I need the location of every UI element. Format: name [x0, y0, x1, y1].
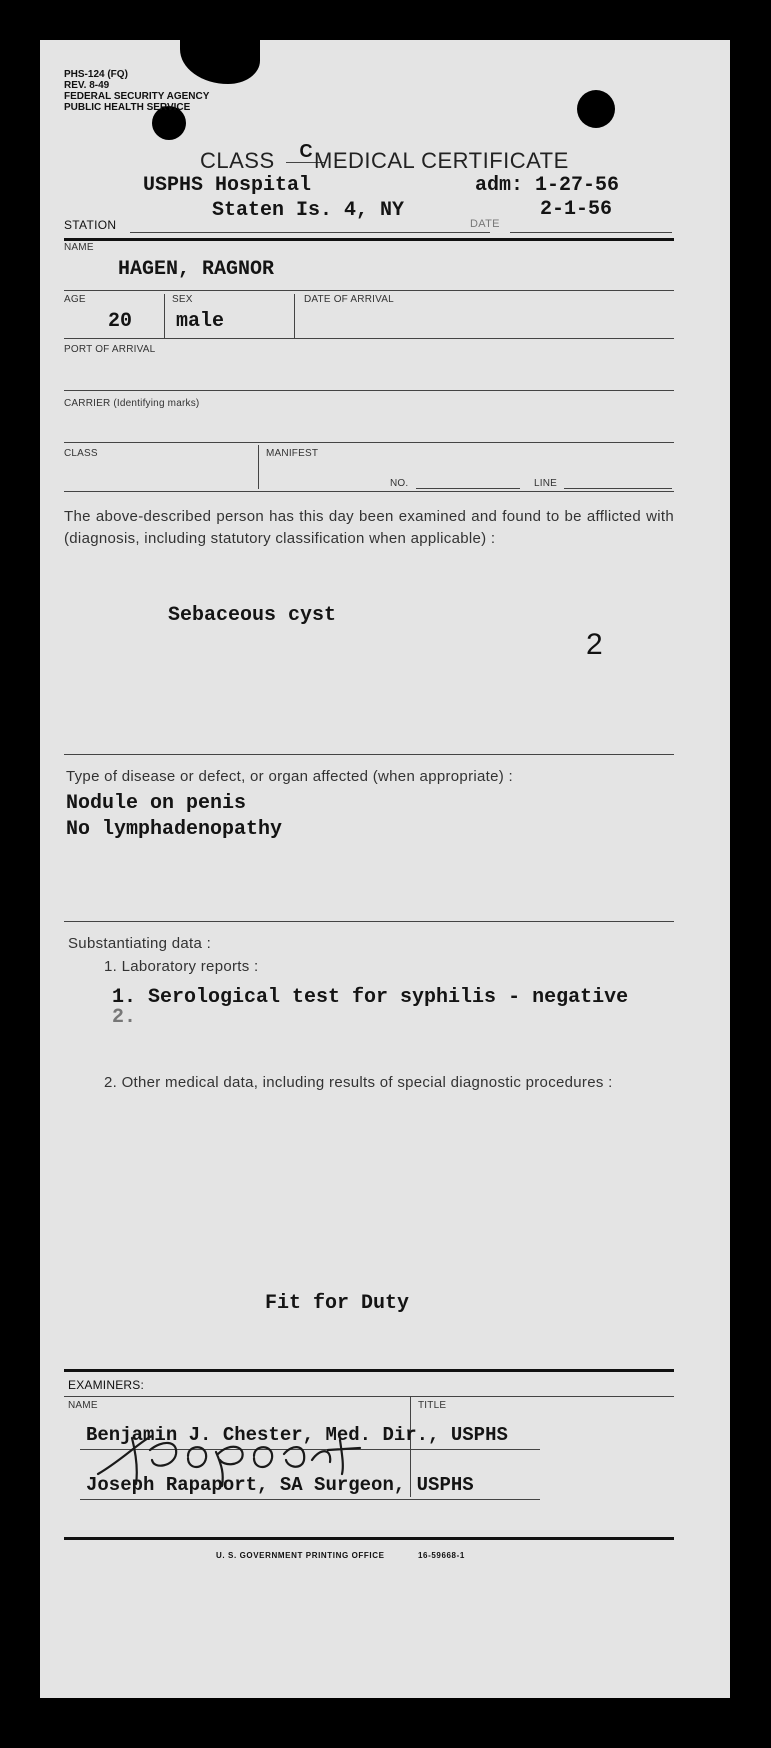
substantiating-label: Substantiating data : [68, 935, 212, 952]
lab-line-2: 2. [112, 1006, 137, 1029]
torn-corner [180, 26, 260, 84]
examiner-row-2: Joseph Rapaport, SA Surgeon, USPHS [86, 1474, 474, 1496]
lab-reports-label: 1. Laboratory reports : [104, 958, 259, 975]
examiner-name-label: NAME [68, 1400, 98, 1411]
disease-type-label: Type of disease or defect, or organ affected (when appropriate) : [66, 768, 513, 785]
examiners-label: EXAMINERS: [68, 1378, 145, 1392]
diagnosis: Sebaceous cyst [168, 604, 337, 627]
date-label: DATE [470, 218, 500, 230]
port-label: PORT OF ARRIVAL [64, 344, 156, 355]
disease-type-line-2: No lymphadenopathy [66, 818, 283, 841]
date-value: 2-1-56 [540, 198, 613, 221]
manifest-no-label: NO. [390, 478, 409, 489]
form-code-footer: 16-59668-1 [418, 1551, 465, 1560]
age-value: 20 [108, 310, 133, 333]
station-label: STATION [64, 218, 117, 232]
age-label: AGE [64, 294, 86, 305]
form-id-line-2: REV. 8-49 [64, 80, 110, 91]
sex-value: male [176, 310, 225, 333]
station-line-2: Staten Is. 4, NY [212, 199, 405, 222]
agency-line: FEDERAL SECURITY AGENCY [64, 91, 210, 102]
name-label: NAME [64, 242, 94, 253]
class-value: C [286, 141, 326, 163]
examiner-row-1: Benjamin J. Chester, Med. Dir., USPHS [86, 1424, 508, 1446]
service-line: PUBLIC HEALTH SERVICE [64, 102, 191, 113]
certificate-title: MEDICAL CERTIFICATE [314, 148, 569, 173]
exam-statement: The above-described person has this day been examined and found to be afflicted with (diagnosis, including statutory classification when applicable) : [64, 508, 674, 547]
station-line-1: USPHS Hospital [143, 174, 312, 197]
manifest-label: MANIFEST [266, 448, 319, 459]
form-id-line-1: PHS-124 (FQ) [64, 69, 128, 80]
patient-name: HAGEN, RAGNOR [118, 258, 275, 281]
disease-type-line-1: Nodule on penis [66, 792, 247, 815]
other-data-label: 2. Other medical data, including results of special diagnostic procedures : [104, 1074, 613, 1091]
conclusion: Fit for Duty [265, 1292, 410, 1315]
class-prefix: CLASS [200, 148, 275, 173]
handwritten-signature [92, 1430, 372, 1490]
manifest-line-label: LINE [534, 478, 558, 489]
punch-hole-right [577, 90, 615, 128]
printer-footer: U. S. GOVERNMENT PRINTING OFFICE [216, 1551, 385, 1560]
diagnosis-class-number: 2 [586, 628, 603, 661]
medical-certificate-card [40, 40, 730, 1698]
lab-line-1: 1. Serological test for syphilis - negative [112, 986, 629, 1009]
carrier-label: CARRIER (Identifying marks) [64, 398, 200, 409]
arrival-date-label: DATE OF ARRIVAL [304, 294, 394, 305]
examiner-title-label: TITLE [418, 1400, 447, 1411]
admission-date: adm: 1-27-56 [475, 174, 620, 197]
class-field-label: CLASS [64, 448, 98, 459]
sex-label: SEX [172, 294, 193, 305]
